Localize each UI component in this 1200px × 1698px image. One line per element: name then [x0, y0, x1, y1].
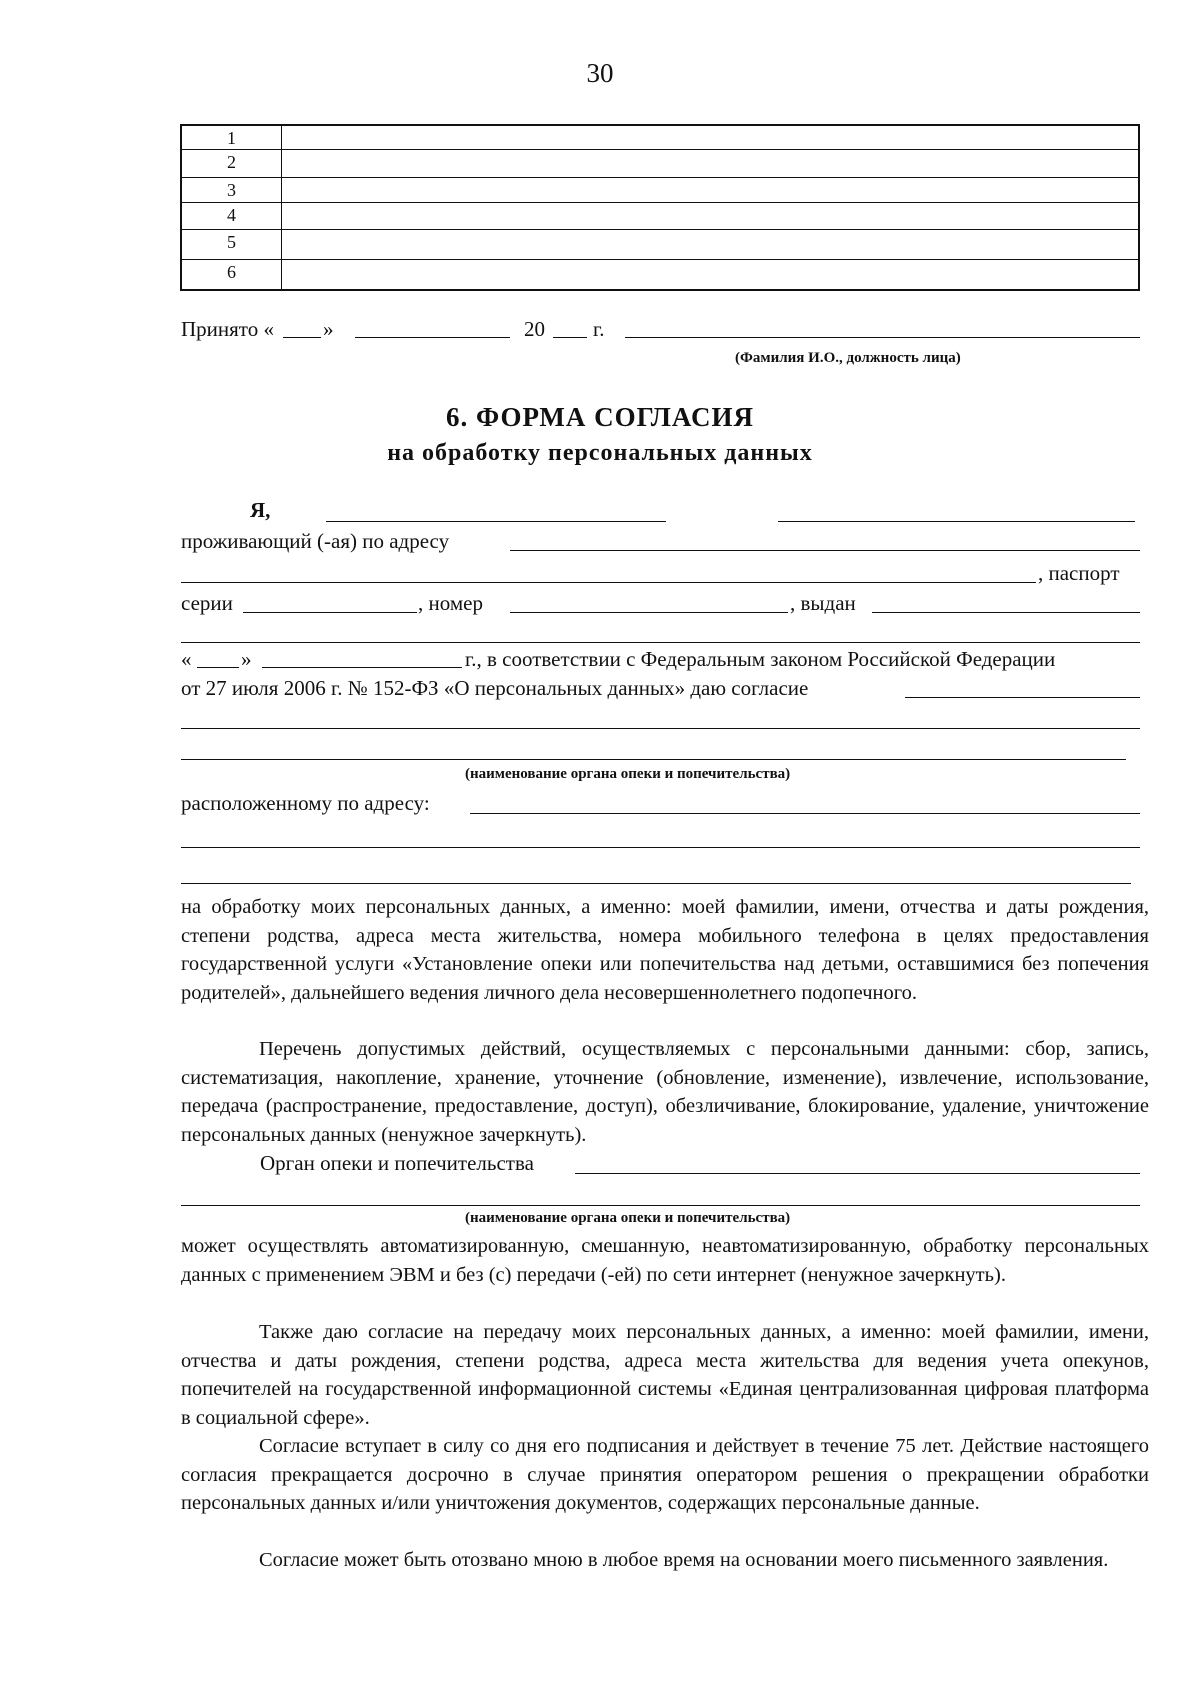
organ-name-field-3[interactable]	[181, 759, 1126, 760]
row-number: 4	[182, 203, 282, 229]
form-title: 6. ФОРМА СОГЛАСИЯ	[445, 402, 755, 432]
law-text-2: от 27 июля 2006 г. № 152-ФЗ «О персональных данных» даю согласие	[181, 676, 809, 700]
issued-field[interactable]	[872, 612, 1140, 613]
table-row	[182, 150, 1138, 178]
organ-caption-2: (наименование органа опеки и попечительства)	[465, 1210, 791, 1226]
accepted-year-field[interactable]	[553, 337, 587, 338]
organ-name-field[interactable]	[905, 697, 1140, 698]
paragraph-validity	[181, 1432, 1149, 1518]
paragraph-allowed-actions	[181, 1035, 1149, 1149]
residing-label: проживающий (-ая) по адресу	[181, 529, 450, 553]
date-open-quote: «	[181, 647, 192, 671]
number-label: , номер	[418, 591, 483, 615]
accepted-year-prefix: 20	[524, 317, 545, 341]
law-text-1: г., в соответствии с Федеральным законом Российской Федерации	[465, 647, 1056, 671]
validity-text: Согласие вступает в силу со дня его подписания и действует в течение 75 лет. Действие настоящего согласия прекращается досрочно в случае принятия оператором решения о прекращении обработки персональных данных и/или уничтожения документов, содержащих персональные данные.	[181, 1435, 1149, 1514]
issued-label: , выдан	[790, 591, 856, 615]
accepted-official-field[interactable]	[625, 337, 1140, 338]
series-label: серии	[181, 591, 233, 615]
accepted-day-field[interactable]	[283, 337, 321, 338]
series-field[interactable]	[243, 612, 417, 613]
paragraph-transfer-consent	[181, 1318, 1149, 1432]
table-row	[182, 230, 1138, 260]
full-name-field-2[interactable]	[778, 521, 1135, 522]
allowed-actions-text: Перечень допустимых действий, осуществляемых с персональными данными: сбор, запись, систематизация, накопление, хранение, уточнение (обновление, изменение), извлечение, использование, передача (распространение, предоставление, доступ), обезличивание, блокирование, удаление, уничтожение персональных данных (ненужное зачеркнуть).	[181, 1038, 1149, 1146]
table-row	[182, 203, 1138, 230]
issue-day-field[interactable]	[197, 667, 239, 668]
organ-address-field-3[interactable]	[181, 883, 1131, 884]
issue-month-field[interactable]	[262, 667, 462, 668]
revocation-text: Согласие может быть отозвано мною в любое время на основании моего письменного заявления.	[259, 1549, 1109, 1571]
row-number: 1	[182, 126, 282, 149]
organ-address-field-2[interactable]	[181, 847, 1140, 848]
row-number: 5	[182, 230, 282, 259]
organ-field-2[interactable]	[181, 1205, 1140, 1206]
date-close-quote: »	[241, 647, 252, 671]
accepted-label: Принято «	[181, 317, 274, 341]
table-row	[182, 178, 1138, 203]
organ-field[interactable]	[575, 1173, 1140, 1174]
address-field[interactable]	[510, 550, 1140, 551]
number-field[interactable]	[510, 612, 788, 613]
located-label: расположенному по адресу:	[181, 791, 430, 815]
paragraph-processing-methods: может осуществлять автоматизированную, смешанную, неавтоматизированную, обработку персональных данных с применением ЭВМ и без (с) передачи (-ей) по сети интернет (ненужное зачеркнуть).	[181, 1235, 1149, 1286]
row-number: 6	[182, 260, 282, 289]
page-number: 30	[586, 58, 614, 88]
issued-field-2[interactable]	[181, 642, 1140, 643]
organ-caption: (наименование органа опеки и попечительства)	[465, 766, 791, 782]
accepted-year-suffix: г.	[593, 317, 605, 341]
address-field-2[interactable]	[181, 582, 1036, 583]
organ-name-field-2[interactable]	[181, 728, 1140, 729]
table-row	[182, 126, 1138, 150]
row-number: 2	[182, 150, 282, 177]
accepted-caption: (Фамилия И.О., должность лица)	[735, 350, 961, 366]
paragraph-processing-purpose: на обработку моих персональных данных, а именно: моей фамилии, имени, отчества и даты рождения, степени родства, адреса места жительства, номера мобильного телефона в целях предоставления государственной услуги «Установление опеки или попечительства над детьми, оставшимися без попечения родителей», дальнейшего ведения личного дела несовершеннолетнего подопечного.	[181, 896, 1149, 1004]
transfer-consent-text: Также даю согласие на передачу моих персональных данных, а именно: моей фамилии, имени, отчества и даты рождения, степени родства, адреса места жительства для ведения учета опекунов, попечителей на государственной информационной системы «Единая централизованная цифровая платформа в социальной сфере».	[181, 1321, 1149, 1429]
entries-table	[180, 124, 1140, 291]
form-subtitle: на обработку персональных данных	[387, 440, 813, 466]
paragraph-revocation	[181, 1546, 1149, 1575]
accepted-close-quote: »	[323, 317, 334, 341]
row-number: 3	[182, 178, 282, 202]
organ-address-field[interactable]	[470, 813, 1140, 814]
passport-label: , паспорт	[1038, 561, 1120, 585]
table-row	[182, 260, 1138, 289]
full-name-field[interactable]	[326, 521, 666, 522]
accepted-month-field[interactable]	[355, 337, 510, 338]
organ-label: Орган опеки и попечительства	[260, 1151, 534, 1175]
i-label: Я,	[250, 498, 271, 522]
